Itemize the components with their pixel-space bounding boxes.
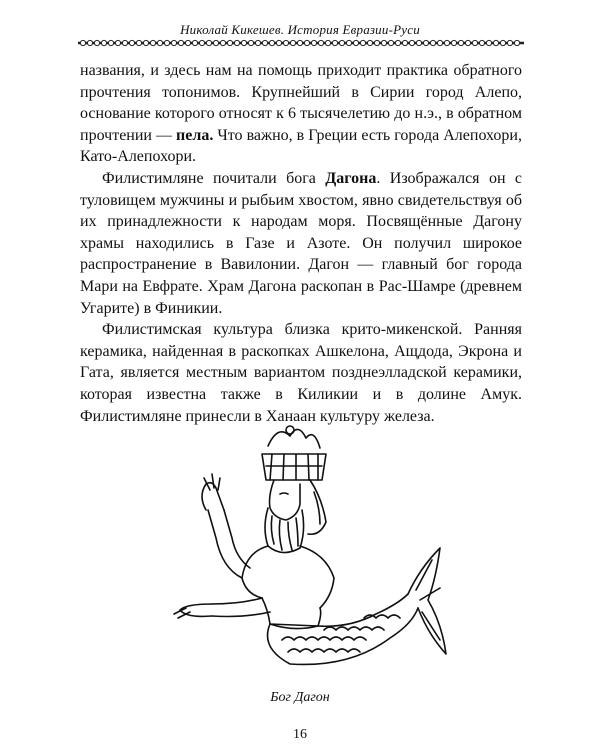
paragraph-2 bbox=[80, 168, 522, 319]
paragraph-2-text-a: Филистимляне почитали бога bbox=[102, 169, 326, 187]
dagon-illustration bbox=[150, 418, 450, 678]
paragraph-2-text-b: . Изображался он с туловищем мужчины и рыбьим хвостом, явно свидетельствуя об их принадлежности к народам моря. Посвящённые Дагону храмы находились в Газе и Азоте. Он получил широкое распространение в Вавилонии. Дагон — главный бог города Мари на Евфрате. Храм Дагона раскопан в Рас-Шамре (древнем Угарите) в Финикии. bbox=[80, 169, 522, 317]
page-number: 16 bbox=[293, 727, 307, 742]
paragraph-1 bbox=[80, 60, 522, 168]
paragraph-1-bold-term: пела. bbox=[176, 126, 214, 144]
paragraph-1-text-b: Что важно, в Греции есть города Алепохори, Като-Алепохори. bbox=[80, 126, 522, 166]
figure-caption: Бог Дагон bbox=[270, 690, 330, 705]
main-text bbox=[80, 60, 522, 427]
header-ornament-rule bbox=[78, 39, 524, 47]
paragraph-1-text-a: названия, и здесь нам на помощь приходит практика обратного прочтения топонимов. Крупнейший в Сирии город Алепо, основание которого относят к 6 тысячелетию до н.э., в обратном прочтении — bbox=[80, 62, 522, 144]
running-header: Николай Кикешев. История Евразии-Руси bbox=[180, 22, 420, 37]
paragraph-3: Филистимская культура близка крито-микенской. Ранняя керамика, найденная в раскопках Ашкелона, Ащдода, Экрона и Гата, является местным вариантом позднеэлладской керамики, которая известна также в Киликии и в долине Амук. Филистимляне принесли в Ханаан культуру железа. bbox=[80, 321, 522, 425]
paragraph-2-bold-term: Дагона bbox=[325, 169, 377, 187]
